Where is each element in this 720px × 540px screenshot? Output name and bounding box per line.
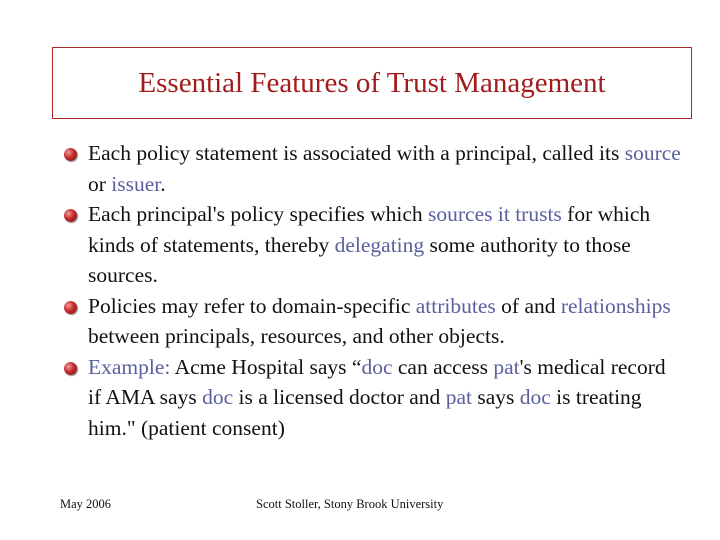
bullet-text: says — [471, 385, 520, 409]
highlighted-term: relationships — [560, 293, 671, 318]
red-ball-bullet-icon — [64, 209, 77, 222]
bullet-item — [62, 352, 682, 444]
highlighted-term: doc — [519, 385, 551, 409]
red-ball-bullet-icon — [64, 362, 77, 375]
bullet-text: Acme Hospital says “ — [170, 354, 362, 379]
slide-title: Essential Features of Trust Management — [138, 66, 606, 99]
bullet-item — [62, 291, 682, 352]
highlighted-term: doc — [361, 354, 393, 379]
bullet-text: for which kinds of statements, thereby — [88, 202, 651, 257]
highlighted-term: pat — [445, 385, 472, 409]
bullet-text: can access — [392, 354, 494, 379]
highlighted-term: doc — [202, 385, 234, 409]
bullet-text: . — [160, 171, 166, 196]
bullet-text: Each policy statement is associated with a principal, called its — [88, 141, 625, 165]
bullet-text: Each principal's policy specifies which — [88, 202, 429, 226]
highlighted-term: delegating — [334, 232, 425, 257]
bullet-text: is a licensed doctor and — [233, 385, 446, 409]
bullet-text: of and — [495, 293, 561, 318]
footer-date: May 2006 — [60, 497, 112, 511]
title-box — [52, 47, 692, 119]
bullet-list — [62, 138, 682, 443]
highlighted-term: source — [624, 141, 681, 165]
highlighted-term: pat — [493, 354, 520, 379]
bullet-text: or — [88, 171, 112, 196]
bullet-text: between principals, resources, and other objects. — [88, 324, 505, 348]
bullet-text: Policies may refer to domain-specific — [88, 293, 416, 318]
highlighted-term: sources it trusts — [428, 202, 562, 226]
red-ball-bullet-icon — [64, 301, 77, 314]
highlighted-term: attributes — [415, 293, 496, 318]
bullet-item — [62, 138, 682, 199]
highlighted-term: Example: — [88, 354, 171, 379]
highlighted-term: issuer — [111, 171, 161, 196]
bullet-item — [62, 199, 682, 291]
bullet-text: is treating him." (patient consent) — [88, 385, 642, 440]
footer-author: Scott Stoller, Stony Brook University — [256, 497, 444, 511]
bullet-text: 's medical record if AMA says — [88, 354, 666, 409]
red-ball-bullet-icon — [64, 148, 77, 161]
bullet-text: some authority to those sources. — [88, 232, 631, 287]
